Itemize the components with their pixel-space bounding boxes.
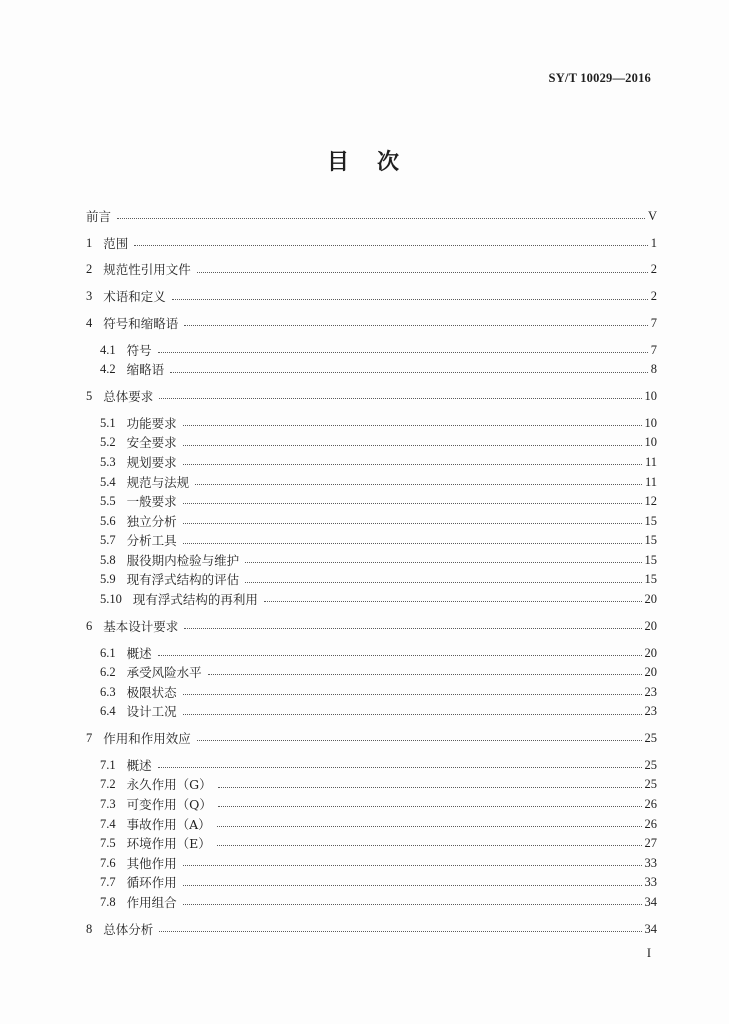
toc-entry-number: 3 — [86, 289, 93, 304]
dot-leader — [183, 503, 642, 504]
toc-entry — [86, 531, 657, 551]
toc-entry-title: 功能要求 — [126, 415, 177, 431]
toc-entry-number: 4 — [86, 315, 93, 330]
toc-entry-number: 4.1 — [100, 342, 116, 357]
toc-entry — [86, 663, 657, 683]
toc-entry — [86, 433, 657, 453]
standard-code: SY/T 10029—2016 — [548, 71, 651, 85]
toc-entry-title: 总体分析 — [103, 921, 154, 937]
dot-leader — [158, 655, 642, 656]
table-of-contents — [86, 207, 657, 939]
toc-entry-number: 7.5 — [100, 836, 116, 851]
toc-entry-page: 25 — [644, 777, 657, 792]
toc-entry-title: 规范性引用文件 — [103, 262, 191, 278]
toc-entry-title: 规范与法规 — [126, 474, 190, 490]
toc-entry — [86, 854, 657, 874]
toc-entry-page: 15 — [644, 572, 657, 587]
toc-entry-page: 23 — [644, 684, 657, 699]
toc-entry-number: 5.5 — [100, 494, 116, 509]
toc-entry-title: 总体要求 — [103, 389, 154, 404]
toc-entry-title: 作用组合 — [126, 894, 177, 910]
toc-entry — [86, 551, 657, 571]
toc-entry-number: 6 — [86, 618, 93, 633]
toc-entry — [86, 893, 657, 913]
toc-entry-number: 7.2 — [100, 777, 116, 792]
dot-leader — [134, 245, 647, 246]
toc-entry — [86, 756, 657, 776]
toc-entry — [86, 729, 657, 749]
toc-entry — [86, 702, 657, 722]
toc-entry-title: 可变作用（Q） — [126, 796, 212, 812]
toc-entry-page: 34 — [644, 894, 657, 909]
toc-entry-number: 5.8 — [100, 552, 116, 567]
page-number: I — [646, 946, 651, 960]
toc-entry-page: 15 — [644, 552, 657, 567]
dot-leader — [183, 694, 642, 695]
toc-entry — [86, 512, 657, 532]
dot-leader — [245, 562, 641, 563]
toc-entry-title: 概述 — [126, 757, 152, 773]
toc-entry-page: 25 — [644, 757, 657, 772]
toc-entry-title: 概述 — [126, 645, 152, 661]
toc-entry-number: 6.1 — [100, 645, 116, 660]
toc-entry-number: 7.8 — [100, 894, 116, 909]
toc-entry-page: 20 — [644, 592, 657, 607]
toc-entry-page: 12 — [644, 494, 657, 509]
toc-entry-page: V — [647, 209, 657, 223]
toc-entry — [86, 341, 657, 361]
dot-leader — [183, 445, 642, 446]
toc-entry — [86, 387, 657, 407]
dot-leader — [159, 931, 641, 932]
toc-entry-number: 5.3 — [100, 454, 116, 469]
toc-entry — [86, 795, 657, 815]
toc-entry-number: 6.2 — [100, 665, 116, 680]
toc-entry — [86, 570, 657, 590]
toc-entry-title: 现有浮式结构的再利用 — [132, 592, 258, 608]
page-title: 目 次 — [326, 149, 402, 175]
toc-entry-title: 一般要求 — [126, 494, 177, 510]
toc-entry-title: 承受风险水平 — [126, 665, 202, 681]
toc-entry-number: 7.7 — [100, 875, 116, 890]
toc-entry-title: 作用和作用效应 — [103, 731, 191, 747]
toc-entry-number: 6.4 — [100, 704, 116, 719]
dot-leader — [170, 372, 648, 373]
toc-entry-number: 5.7 — [100, 533, 116, 548]
toc-entry-page: 33 — [644, 855, 657, 870]
toc-entry-page: 10 — [644, 435, 657, 450]
toc-entry-title: 永久作用（G） — [126, 777, 212, 793]
toc-entry-title: 其他作用 — [126, 855, 177, 871]
toc-entry — [86, 873, 657, 893]
dot-leader — [183, 523, 642, 524]
toc-entry-number: 5.10 — [100, 592, 122, 607]
toc-entry-number: 5.4 — [100, 474, 116, 489]
toc-entry-page: 2 — [650, 289, 657, 304]
toc-entry-title: 现有浮式结构的评估 — [126, 572, 240, 588]
dot-leader — [158, 352, 648, 353]
dot-leader — [195, 484, 642, 485]
toc-entry-title: 术语和定义 — [103, 289, 166, 305]
toc-entry-page: 20 — [644, 665, 657, 680]
toc-entry-number: 7 — [86, 731, 93, 746]
dot-leader — [208, 674, 642, 675]
toc-entry — [86, 414, 657, 434]
toc-entry — [86, 314, 657, 334]
toc-entry-number: 7.3 — [100, 796, 116, 811]
toc-entry-page: 27 — [644, 836, 657, 851]
toc-entry-number: 7.6 — [100, 855, 116, 870]
dot-leader — [197, 740, 642, 741]
toc-entry-page: 26 — [644, 816, 657, 831]
toc-entry-title: 规划要求 — [126, 454, 177, 470]
toc-entry-page: 8 — [650, 362, 657, 377]
toc-entry-page: 15 — [644, 533, 657, 548]
toc-entry-title: 服役期内检验与维护 — [126, 552, 240, 568]
toc-entry-title: 循环作用 — [126, 875, 177, 891]
toc-entry — [86, 834, 657, 854]
toc-entry — [86, 260, 657, 280]
dot-leader — [183, 865, 642, 866]
toc-entry-page: 20 — [644, 645, 657, 660]
toc-entry — [86, 287, 657, 307]
toc-entry-page: 11 — [644, 474, 657, 489]
toc-entry-number: 2 — [86, 262, 93, 277]
toc-entry-number: 5.1 — [100, 415, 116, 430]
toc-entry — [86, 920, 657, 940]
dot-leader — [183, 904, 642, 905]
dot-leader — [197, 272, 648, 273]
toc-entry-page: 26 — [644, 796, 657, 811]
dot-leader — [184, 325, 647, 326]
toc-entry-title: 符号 — [126, 342, 152, 358]
toc-entry-page: 15 — [644, 513, 657, 528]
toc-entry-page: 33 — [644, 875, 657, 890]
toc-entry-title: 基本设计要求 — [103, 618, 179, 634]
toc-entry-title: 设计工况 — [126, 704, 177, 720]
toc-entry — [86, 207, 657, 227]
toc-entry-title: 安全要求 — [126, 435, 177, 451]
toc-entry-page: 34 — [644, 921, 657, 936]
dot-leader — [117, 218, 645, 219]
toc-entry — [86, 234, 657, 254]
dot-leader — [183, 425, 642, 426]
toc-entry-number: 4.2 — [100, 362, 116, 377]
toc-entry-page: 23 — [644, 704, 657, 719]
toc-entry-number: 1 — [86, 235, 93, 250]
dot-leader — [172, 299, 648, 300]
toc-entry-title: 符号和缩略语 — [103, 315, 179, 331]
dot-leader — [217, 845, 642, 846]
toc-entry-number: 5.9 — [100, 572, 116, 587]
toc-entry-number: 7.4 — [100, 816, 116, 831]
dot-leader — [218, 806, 642, 807]
dot-leader — [218, 787, 642, 788]
toc-entry-number: 7.1 — [100, 757, 116, 772]
dot-leader — [217, 826, 642, 827]
toc-entry — [86, 775, 657, 795]
toc-entry — [86, 644, 657, 664]
dot-leader — [183, 543, 642, 544]
toc-entry-title: 极限状态 — [126, 684, 177, 700]
toc-entry — [86, 453, 657, 473]
toc-entry-page: 1 — [650, 235, 657, 250]
dot-leader — [158, 767, 642, 768]
toc-entry-title: 事故作用（A） — [126, 816, 211, 832]
toc-entry-page: 20 — [644, 618, 657, 633]
toc-entry — [86, 815, 657, 835]
dot-leader — [264, 601, 642, 602]
toc-entry — [86, 590, 657, 610]
toc-entry-title: 独立分析 — [126, 513, 177, 529]
toc-entry-title: 前言 — [86, 209, 112, 224]
toc-entry-title: 范围 — [103, 235, 129, 251]
dot-leader — [184, 628, 641, 629]
toc-entry-page: 7 — [650, 315, 657, 330]
dot-leader — [183, 464, 642, 465]
toc-entry-title: 环境作用（E） — [126, 836, 211, 852]
dot-leader — [159, 398, 641, 399]
toc-entry-title: 缩略语 — [126, 362, 165, 378]
toc-entry-number: 5.2 — [100, 435, 116, 450]
toc-entry — [86, 492, 657, 512]
dot-leader — [183, 714, 642, 715]
toc-entry — [86, 617, 657, 637]
toc-entry — [86, 360, 657, 380]
toc-entry-number: 5 — [86, 389, 93, 403]
toc-entry — [86, 473, 657, 493]
toc-entry-number: 6.3 — [100, 684, 116, 699]
toc-entry-page: 11 — [644, 454, 657, 469]
toc-entry-title: 分析工具 — [126, 533, 177, 549]
dot-leader — [245, 582, 641, 583]
toc-entry-page: 10 — [644, 415, 657, 430]
toc-entry-number: 8 — [86, 921, 93, 936]
toc-entry-page: 2 — [650, 262, 657, 277]
toc-entry-number: 5.6 — [100, 513, 116, 528]
toc-entry-page: 10 — [644, 389, 657, 403]
dot-leader — [183, 885, 642, 886]
toc-entry-page: 7 — [650, 342, 657, 357]
toc-entry-page: 25 — [644, 731, 657, 746]
toc-entry — [86, 683, 657, 703]
